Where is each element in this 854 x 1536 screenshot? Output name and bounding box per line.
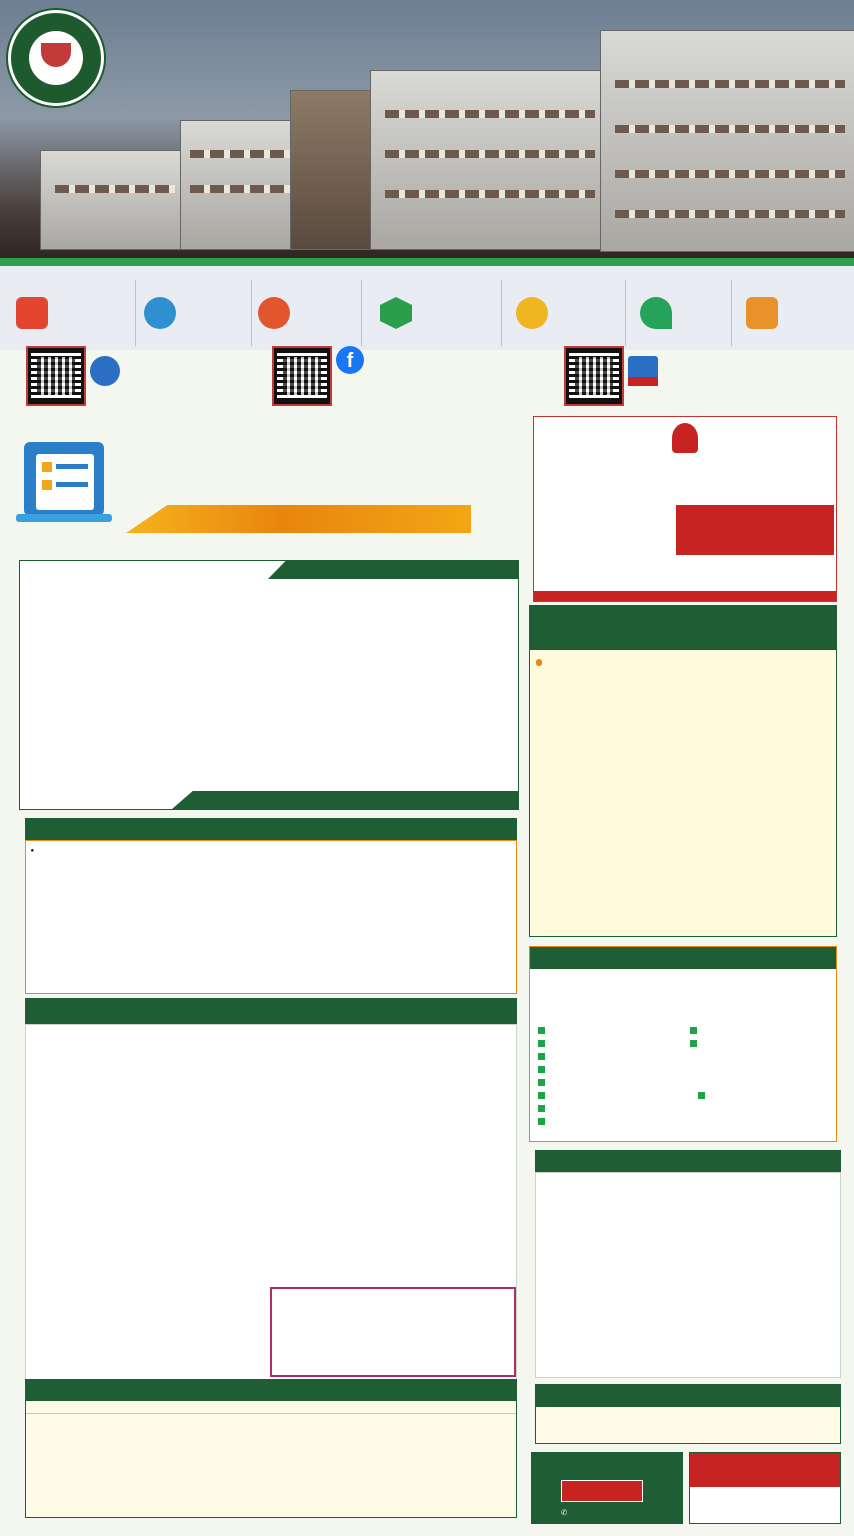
checklist-icon bbox=[16, 428, 112, 526]
phone-number bbox=[561, 1508, 567, 1517]
feature-strip bbox=[0, 258, 854, 350]
feature-library bbox=[746, 280, 846, 346]
feature-exchange bbox=[16, 280, 136, 346]
facilities-box bbox=[25, 840, 517, 994]
hunerkada-dual-degree bbox=[676, 505, 834, 555]
website-qr-code bbox=[28, 348, 84, 404]
phone-icon: ✆ bbox=[561, 1508, 568, 1517]
scholarships-box bbox=[529, 946, 837, 1142]
schedule-table bbox=[25, 1400, 517, 1518]
cms-qr-code bbox=[566, 348, 622, 404]
how-to-apply-box bbox=[529, 605, 837, 937]
wifi-icon bbox=[640, 297, 672, 329]
schedule-header-row bbox=[26, 1403, 516, 1414]
globe-icon bbox=[144, 297, 176, 329]
vc-message bbox=[19, 560, 519, 810]
schedule-heading bbox=[25, 1379, 517, 1400]
sports-icon bbox=[258, 297, 290, 329]
feature-oric bbox=[380, 280, 502, 346]
eligibility-heading bbox=[535, 1384, 841, 1406]
feature-sports bbox=[258, 280, 362, 346]
feature-scholarships bbox=[516, 280, 626, 346]
women-campus-box bbox=[270, 1287, 516, 1377]
facilities-heading bbox=[25, 818, 517, 840]
how-to-apply-heading bbox=[530, 606, 836, 650]
facebook-icon: f bbox=[336, 346, 364, 374]
feature-wifi bbox=[640, 280, 732, 346]
programs-heading bbox=[25, 998, 517, 1024]
facebook-qr-code bbox=[274, 348, 330, 404]
library-icon bbox=[746, 297, 778, 329]
vc-heading bbox=[268, 561, 518, 579]
https-icon bbox=[90, 356, 120, 386]
apply-icon bbox=[628, 356, 658, 386]
director-box bbox=[689, 1452, 841, 1524]
hunerkada-contact bbox=[534, 591, 836, 601]
lateral-entry-heading bbox=[535, 1150, 841, 1172]
university-logo bbox=[8, 10, 104, 106]
scholarship-icon bbox=[516, 297, 548, 329]
feature-linkages bbox=[144, 280, 252, 346]
admission-desk-badge bbox=[561, 1480, 643, 1502]
how-to-apply-steps bbox=[536, 656, 832, 657]
eligibility-box bbox=[535, 1406, 841, 1444]
lateral-entry-box bbox=[535, 1172, 841, 1378]
oric-icon bbox=[380, 297, 412, 329]
title-fall-banner bbox=[126, 505, 471, 533]
director-title bbox=[690, 1453, 840, 1487]
vc-signature bbox=[172, 791, 518, 809]
hunerkada-ad bbox=[533, 416, 837, 602]
campus-photo bbox=[0, 0, 854, 262]
exchange-icon bbox=[16, 297, 48, 329]
scholarships-heading bbox=[530, 947, 836, 969]
info-desk-box bbox=[531, 1452, 683, 1524]
hunerkada-logo bbox=[672, 423, 698, 453]
